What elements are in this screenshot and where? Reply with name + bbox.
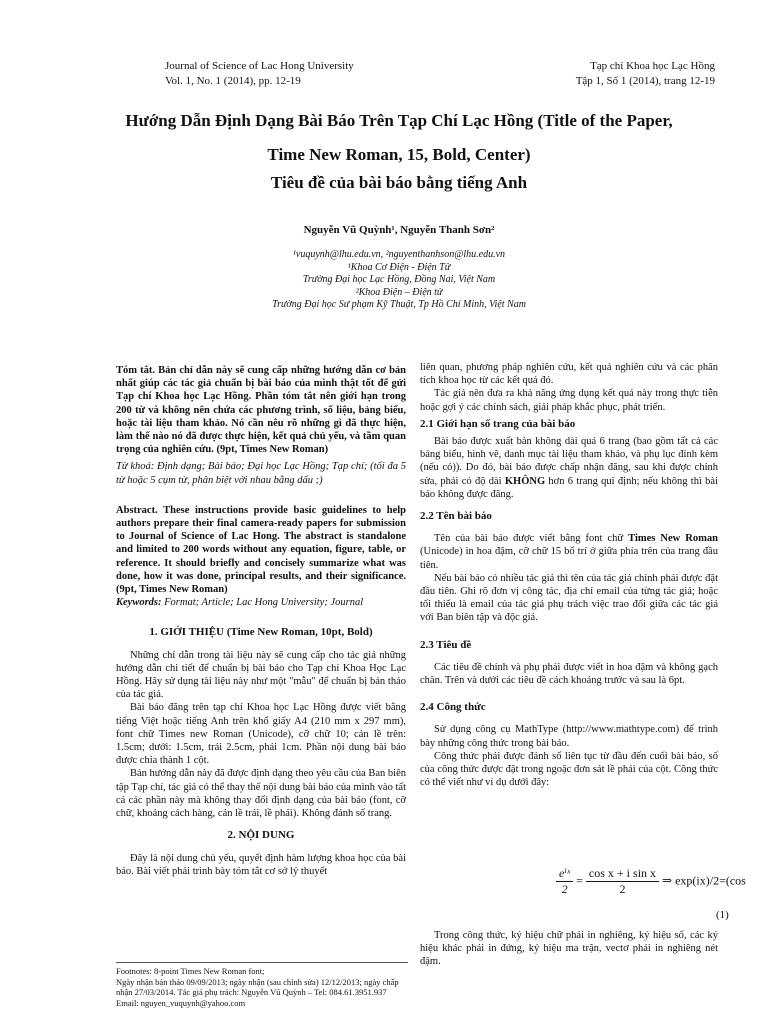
abstract-vi: Tóm tắt. Bản chỉ dẫn này sẽ cung cấp những hướng dẫn cơ bản nhất giúp các tác giả chuẩn bị bài báo của mình thật tốt để gửi Tạp chí Khoa học Lạc Hồng. Phần tóm tắt nên giới hạn trong 200 từ và không nên chứa các phương trình, số liệu, bảng biểu, hoặc tài liệu tham khảo. Nó cần nêu rõ những gì đã thực hiện, làm thế nào nó đã được thực hiện, kết quả chủ yếu, và tầm quan trọng của nghiên cứu. (9pt, Times New Roman) bbox=[116, 365, 406, 456]
equation-1: $\frac{\text{eⁱˣ}}{2}$ = $\frac{\text{cos x + i sin x}}{2}$ ⇒ exp(ix)/2=(cos bbox=[556, 866, 768, 906]
authors-order-paragraph: Nếu bài báo có nhiều tác giả thì tên của tác giả chính phải được đặt đầu tiên. Ghi rõ đơn vị công tác, địa chỉ email của từng tác giả; hoặc tối thiểu là email của tác giả phụ trách việc trao đổi giữa các tác giả với Ban biên tập và độc giả. bbox=[420, 572, 718, 624]
section-1-paragraph-1: Những chỉ dẫn trong tài liệu này sẽ cung cấp cho tác giả những hướng dẫn chi tiết để chuẩn bị bài báo cho Tạp chí Khoa Học Lạc Hồng. Hãy sử dụng tài liệu này như một "mẫu" để chuẩn bị bản thảo của tác giả. bbox=[116, 649, 406, 701]
headings-paragraph: Các tiêu đề chính và phụ phải được viết in hoa đậm và không gạch chân. Trên và dưới các tiêu đề cách khoảng trước và sau là 6pt. bbox=[420, 661, 718, 687]
section-1-paragraph-2: Bài báo đăng trên tạp chí Khoa học Lạc Hồng được viết bằng tiếng Việt hoặc tiếng Anh trên khổ giấy A4 (210 mm x 297 mm), font chữ Times new Roman (Unicode), cỡ chữ 10; cản lề trên: 1.5cm; dưới: 1.5cm, trái 2.5cm, phải 1cm. Phần nội dung bài báo được chia thành 1 cột. bbox=[116, 702, 406, 767]
equation-number: (1) bbox=[716, 909, 729, 921]
paper-title-line3: Tiêu đề của bài báo bằng tiếng Anh bbox=[270, 173, 528, 192]
section-2-paragraph-1: Đây là nội dung chủ yếu, quyết định hàm lượng khoa học của bài báo. Bài viết phải trình bày tóm tắt cơ sở lý thuyết bbox=[116, 852, 406, 877]
right-column bbox=[420, 361, 718, 789]
abstract-en: Abstract. These instructions provide basic guidelines to help authors prepare their final camera-ready papers for submission to Journal of Science of Lac Hong. The abstract is standalone and limited to 200 words without any equation, figure, table, or reference. It should briefly and concisely summarize what was done, how it was done, principal results, and their significance. (9pt, Times New Roman) bbox=[116, 504, 406, 596]
font-name-emphasis: Times New Roman bbox=[628, 533, 718, 545]
keywords-vi: Từ khoá: Định dạng; Bài báo; Đại học Lạc Hồng; Tạp chí; (tối đa 5 từ hoặc 5 cụm từ, phân biệt với nhau bằng dấu ;) bbox=[116, 461, 406, 486]
journal-name-en: Journal of Science of Lac Hong University bbox=[165, 60, 354, 72]
subsection-2-1-heading: 2.1 Giới hạn số trang của bài báo bbox=[420, 417, 576, 430]
author-emails: ¹vuquynh@lhu.edu.vn, ²nguyenthanhson@lhu.edu.vn bbox=[292, 249, 506, 260]
keywords-en bbox=[116, 596, 406, 609]
footnote-block bbox=[116, 962, 408, 1008]
mathtype-paragraph: Sử dụng công cụ MathType (http://www.mathtype.com) để trình bày những công thức trong bài báo. bbox=[420, 724, 718, 749]
volume-info-vi: Tập 1, Số 1 (2014), trang 12-19 bbox=[575, 75, 715, 87]
equation-mid-fraction: $\frac{\text{cos x + i sin x}}{2}$ bbox=[586, 866, 659, 897]
footnote-dates: Ngày nhận bản thảo 09/09/2013; ngày nhận (sau chỉnh sửa) 12/12/2013; ngày chấp nhận 27/03/2014. Tác giả phụ trách: Nguyễn Vũ Quỳnh – Tel: 084.61.3951.937 Email: nguyen_vuquynh@yahoo.com bbox=[116, 976, 399, 1008]
journal-name-vi: Tạp chí Khoa học Lạc Hồng bbox=[590, 60, 715, 72]
paper-title-line1: Hướng Dẫn Định Dạng Bài Báo Trên Tạp Chí Lạc Hồng (Title of the Paper, bbox=[125, 111, 673, 130]
page-limit-paragraph: Bài báo được xuất bản không dài quá 6 trang (bao gồm tất cả các bảng biểu, hình vẽ, danh mục tài liệu tham khảo, và phụ lục đính kèm (nếu có)). Do đó, bài báo được chấp nhận đăng, sau khi được chỉnh sửa, phải có độ dài KHÔNG hơn 6 trang qui định; nếu không thì bài báo không được đăng. bbox=[420, 436, 718, 500]
affiliation-dept-2: ²Khoa Điện – Điện tử bbox=[355, 286, 443, 298]
affiliation-dept-1: ¹Khoa Cơ Điện - Điện Tử bbox=[347, 261, 451, 273]
numbering-paragraph: Công thức phải được đánh số liên tục từ đầu đến cuối bài báo, số của công thức được đặt trong ngoặc đơn sát lề phải của cột. Công thức có thể viết như ví dụ dưới đây: bbox=[420, 750, 718, 789]
affiliation-uni-2: Trường Đại học Sư phạm Kỹ Thuật, Tp Hồ Chí Minh, Việt Nam bbox=[272, 299, 526, 310]
affiliations bbox=[60, 249, 738, 312]
title-font-paragraph: Tên của bài báo được viết bằng font chữ Times New Roman (Unicode) in hoa đậm, cỡ chữ 15 bố trí ở giữa phía trên của trang đầu tiên. bbox=[420, 533, 718, 571]
keywords-en-text: Format; Article; Lac Hong University; Journal bbox=[161, 597, 364, 609]
left-column bbox=[116, 364, 406, 878]
section-1-heading: 1. GIỚI THIỆU (Time New Roman, 10pt, Bold) bbox=[149, 626, 373, 639]
subsection-2-4-heading: 2.4 Công thức bbox=[420, 701, 486, 714]
equation-rhs: ⇒ exp(ix)/2=(cos bbox=[662, 873, 746, 888]
subsection-2-3-heading: 2.3 Tiêu đề bbox=[420, 638, 472, 651]
symbols-paragraph: Trong công thức, ký hiệu chữ phải in nghiêng, ký hiệu số, các ký hiệu khác phải in đứng, ký hiệu ma trận, vectơ phải in nghiêng nét đậm. bbox=[420, 930, 718, 968]
subsection-2-2-heading: 2.2 Tên bài báo bbox=[420, 510, 492, 523]
footnote-font: Footnotes: 8-point Times New Roman font; bbox=[116, 966, 265, 976]
author-list: Nguyễn Vũ Quỳnh¹, Nguyễn Thanh Sơn² bbox=[303, 224, 495, 236]
affiliation-uni-1: Trường Đại học Lạc Hồng, Đồng Nai, Việt Nam bbox=[302, 274, 496, 285]
equation-lhs-fraction: $\frac{\text{eⁱˣ}}{2}$ bbox=[556, 866, 573, 897]
keywords-en-label: Keywords: bbox=[116, 597, 162, 609]
section-2-heading: 2. NỘI DUNG bbox=[227, 829, 295, 842]
journal-header-vi bbox=[576, 59, 715, 89]
continued-paragraph: liên quan, phương pháp nghiên cứu, kết quả nghiên cứu và các phân tích khoa học từ các kết quả đó. bbox=[420, 362, 718, 387]
volume-info-en: Vol. 1, No. 1 (2014), pp. 12-19 bbox=[165, 75, 301, 87]
emphasis-not: KHÔNG bbox=[504, 475, 546, 487]
application-paragraph: Tác giả nên đưa ra khả năng ứng dụng kết quả này trong thực tiễn hoặc gợi ý các chính sách, giải pháp khắc phục, phát triển. bbox=[420, 388, 718, 413]
journal-header-en bbox=[165, 59, 354, 89]
section-1-paragraph-3: Bản hướng dẫn này đã được định dạng theo yêu cầu của Ban biên tập Tạp chí, tác giả có thể thay thế nội dung bài báo của mình vào tất cả các phần này mà không thay đổi định dạng của bài báo (font, cỡ chữ, khoảng cách hàng, cản lề trái, lề phải). Không đánh số trang. bbox=[116, 768, 406, 820]
paper-title-line2: Time New Roman, 15, Bold, Center) bbox=[267, 145, 531, 164]
